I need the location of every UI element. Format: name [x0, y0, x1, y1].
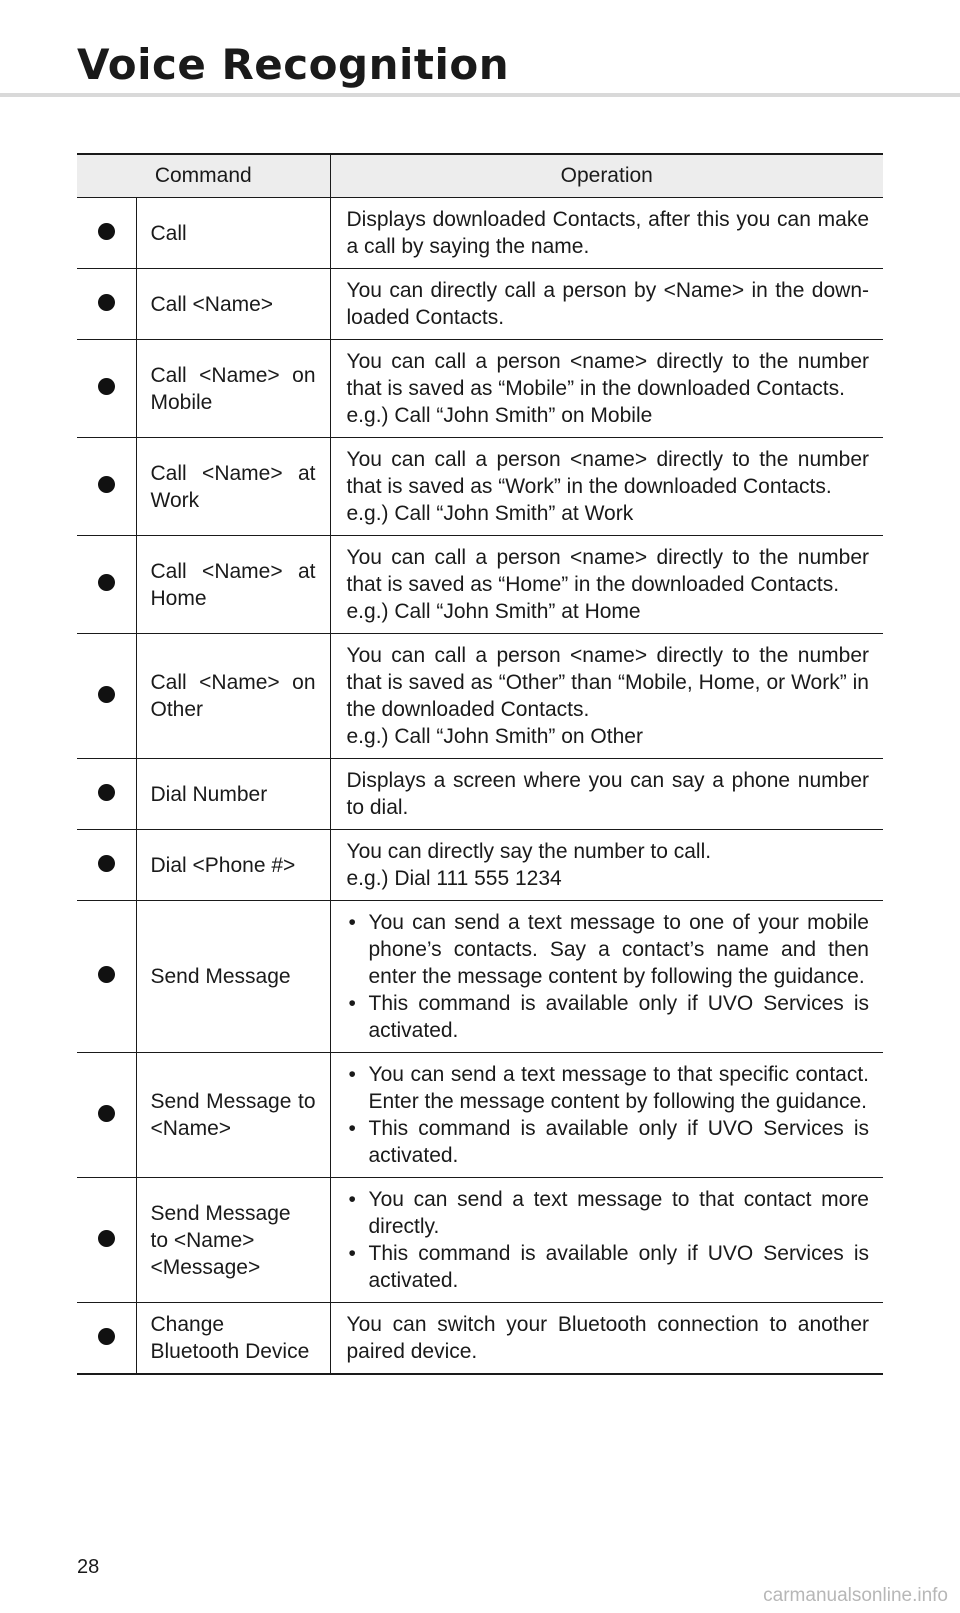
operation-text: You can directly call a person by <Name> in the down-loaded Contacts.	[346, 279, 869, 329]
operation-cell	[330, 1178, 883, 1303]
table-row	[77, 269, 883, 340]
bullet-cell	[77, 901, 136, 1053]
filled-circle-icon	[98, 1105, 115, 1122]
watermark: carmanualsonline.info	[763, 1585, 948, 1606]
operation-cell	[330, 438, 883, 536]
bullet-cell	[77, 1178, 136, 1303]
operation-text: You can directly say the number to call.	[346, 840, 712, 863]
operation-bullet: • You can send a text message to one of your mobile phone’s contacts. Say a contact’s name and then enter the message content by following the guidance.	[347, 909, 870, 990]
example-text: e.g.) Call “John Smith” on Mobile	[346, 404, 653, 427]
page-title: Voice Recognition	[77, 40, 510, 89]
operation-bullet: • You can send a text message to that contact more directly.	[347, 1186, 870, 1240]
table-row	[77, 198, 883, 269]
filled-circle-icon	[98, 378, 115, 395]
command-cell: Dial <Phone #>	[136, 830, 330, 901]
command-cell: Send Message to <Name>	[136, 1053, 330, 1178]
example-text: e.g.) Call “John Smith” at Work	[346, 502, 634, 525]
command-cell: Call <Name>	[136, 269, 330, 340]
table-header-row	[77, 154, 883, 198]
filled-circle-icon	[98, 223, 115, 240]
operation-text: You can switch your Bluetooth connection to another paired device.	[346, 1313, 869, 1363]
operation-column-header: Operation	[330, 154, 883, 198]
operation-bullet-list	[347, 909, 870, 1044]
table-row	[77, 634, 883, 759]
operation-cell	[330, 198, 883, 269]
operation-text: You can call a person <name> directly to the number that is saved as “Mobile” in the downloaded Contacts.	[346, 350, 869, 400]
table-row	[77, 438, 883, 536]
command-cell: Dial Number	[136, 759, 330, 830]
bullet-cell	[77, 340, 136, 438]
command-cell: Change Bluetooth Device	[136, 1303, 330, 1375]
operation-text: You can call a person <name> directly to the number that is saved as “Home” in the downloaded Contacts.	[346, 546, 869, 596]
operation-cell	[330, 1303, 883, 1375]
command-cell: Call <Name> at Home	[136, 536, 330, 634]
bullet-cell	[77, 1303, 136, 1375]
bullet-cell	[77, 198, 136, 269]
bullet-cell	[77, 269, 136, 340]
filled-circle-icon	[98, 784, 115, 801]
operation-cell	[330, 536, 883, 634]
operation-bullet: • You can send a text message to that specific contact. Enter the message content by following the guidance.	[347, 1061, 870, 1115]
table-row	[77, 1053, 883, 1178]
operation-cell	[330, 269, 883, 340]
bullet-cell	[77, 536, 136, 634]
filled-circle-icon	[98, 476, 115, 493]
command-rows	[77, 198, 883, 1375]
command-cell: Call	[136, 198, 330, 269]
operation-text: You can call a person <name> directly to the number that is saved as “Work” in the downloaded Contacts.	[346, 448, 869, 498]
operation-cell	[330, 1053, 883, 1178]
operation-bullet-list	[347, 1061, 870, 1169]
table-row	[77, 830, 883, 901]
page-number: 28	[77, 1556, 100, 1578]
bullet-cell	[77, 1053, 136, 1178]
command-cell: Call <Name> at Work	[136, 438, 330, 536]
command-cell: Send Message to <Name> <Message>	[136, 1178, 330, 1303]
operation-text: Displays a screen where you can say a phone number to dial.	[346, 769, 869, 819]
command-cell: Call <Name> on Mobile	[136, 340, 330, 438]
table-row	[77, 759, 883, 830]
command-cell: Call <Name> on Other	[136, 634, 330, 759]
table-row	[77, 340, 883, 438]
operation-cell	[330, 340, 883, 438]
operation-text: You can call a person <name> directly to the number that is saved as “Other” than “Mobile, Home, or Work” in the downloaded Contacts.	[346, 644, 869, 721]
bullet-cell	[77, 634, 136, 759]
bullet-cell	[77, 830, 136, 901]
bullet-cell	[77, 438, 136, 536]
operation-bullet-list	[347, 1186, 870, 1294]
example-text: e.g.) Call “John Smith” at Home	[346, 600, 641, 623]
table-row	[77, 1303, 883, 1375]
filled-circle-icon	[98, 574, 115, 591]
filled-circle-icon	[98, 1230, 115, 1247]
operation-bullet: • This command is available only if UVO Services is activated.	[347, 1115, 870, 1169]
operation-bullet: • This command is available only if UVO Services is activated.	[347, 990, 870, 1044]
example-text: e.g.) Dial 111 555 1234	[346, 867, 562, 890]
title-divider	[0, 93, 960, 97]
filled-circle-icon	[98, 686, 115, 703]
voice-command-table	[77, 153, 883, 1375]
operation-cell	[330, 830, 883, 901]
table-row	[77, 1178, 883, 1303]
table-row	[77, 901, 883, 1053]
filled-circle-icon	[98, 966, 115, 983]
command-column-header: Command	[77, 154, 330, 198]
filled-circle-icon	[98, 855, 115, 872]
operation-text: Displays downloaded Contacts, after this you can make a call by saying the name.	[346, 208, 869, 258]
table-row	[77, 536, 883, 634]
operation-bullet: • This command is available only if UVO Services is activated.	[347, 1240, 870, 1294]
filled-circle-icon	[98, 294, 115, 311]
example-text: e.g.) Call “John Smith” on Other	[346, 725, 643, 748]
command-cell: Send Message	[136, 901, 330, 1053]
bullet-cell	[77, 759, 136, 830]
operation-cell	[330, 634, 883, 759]
operation-cell	[330, 901, 883, 1053]
filled-circle-icon	[98, 1328, 115, 1345]
operation-cell	[330, 759, 883, 830]
